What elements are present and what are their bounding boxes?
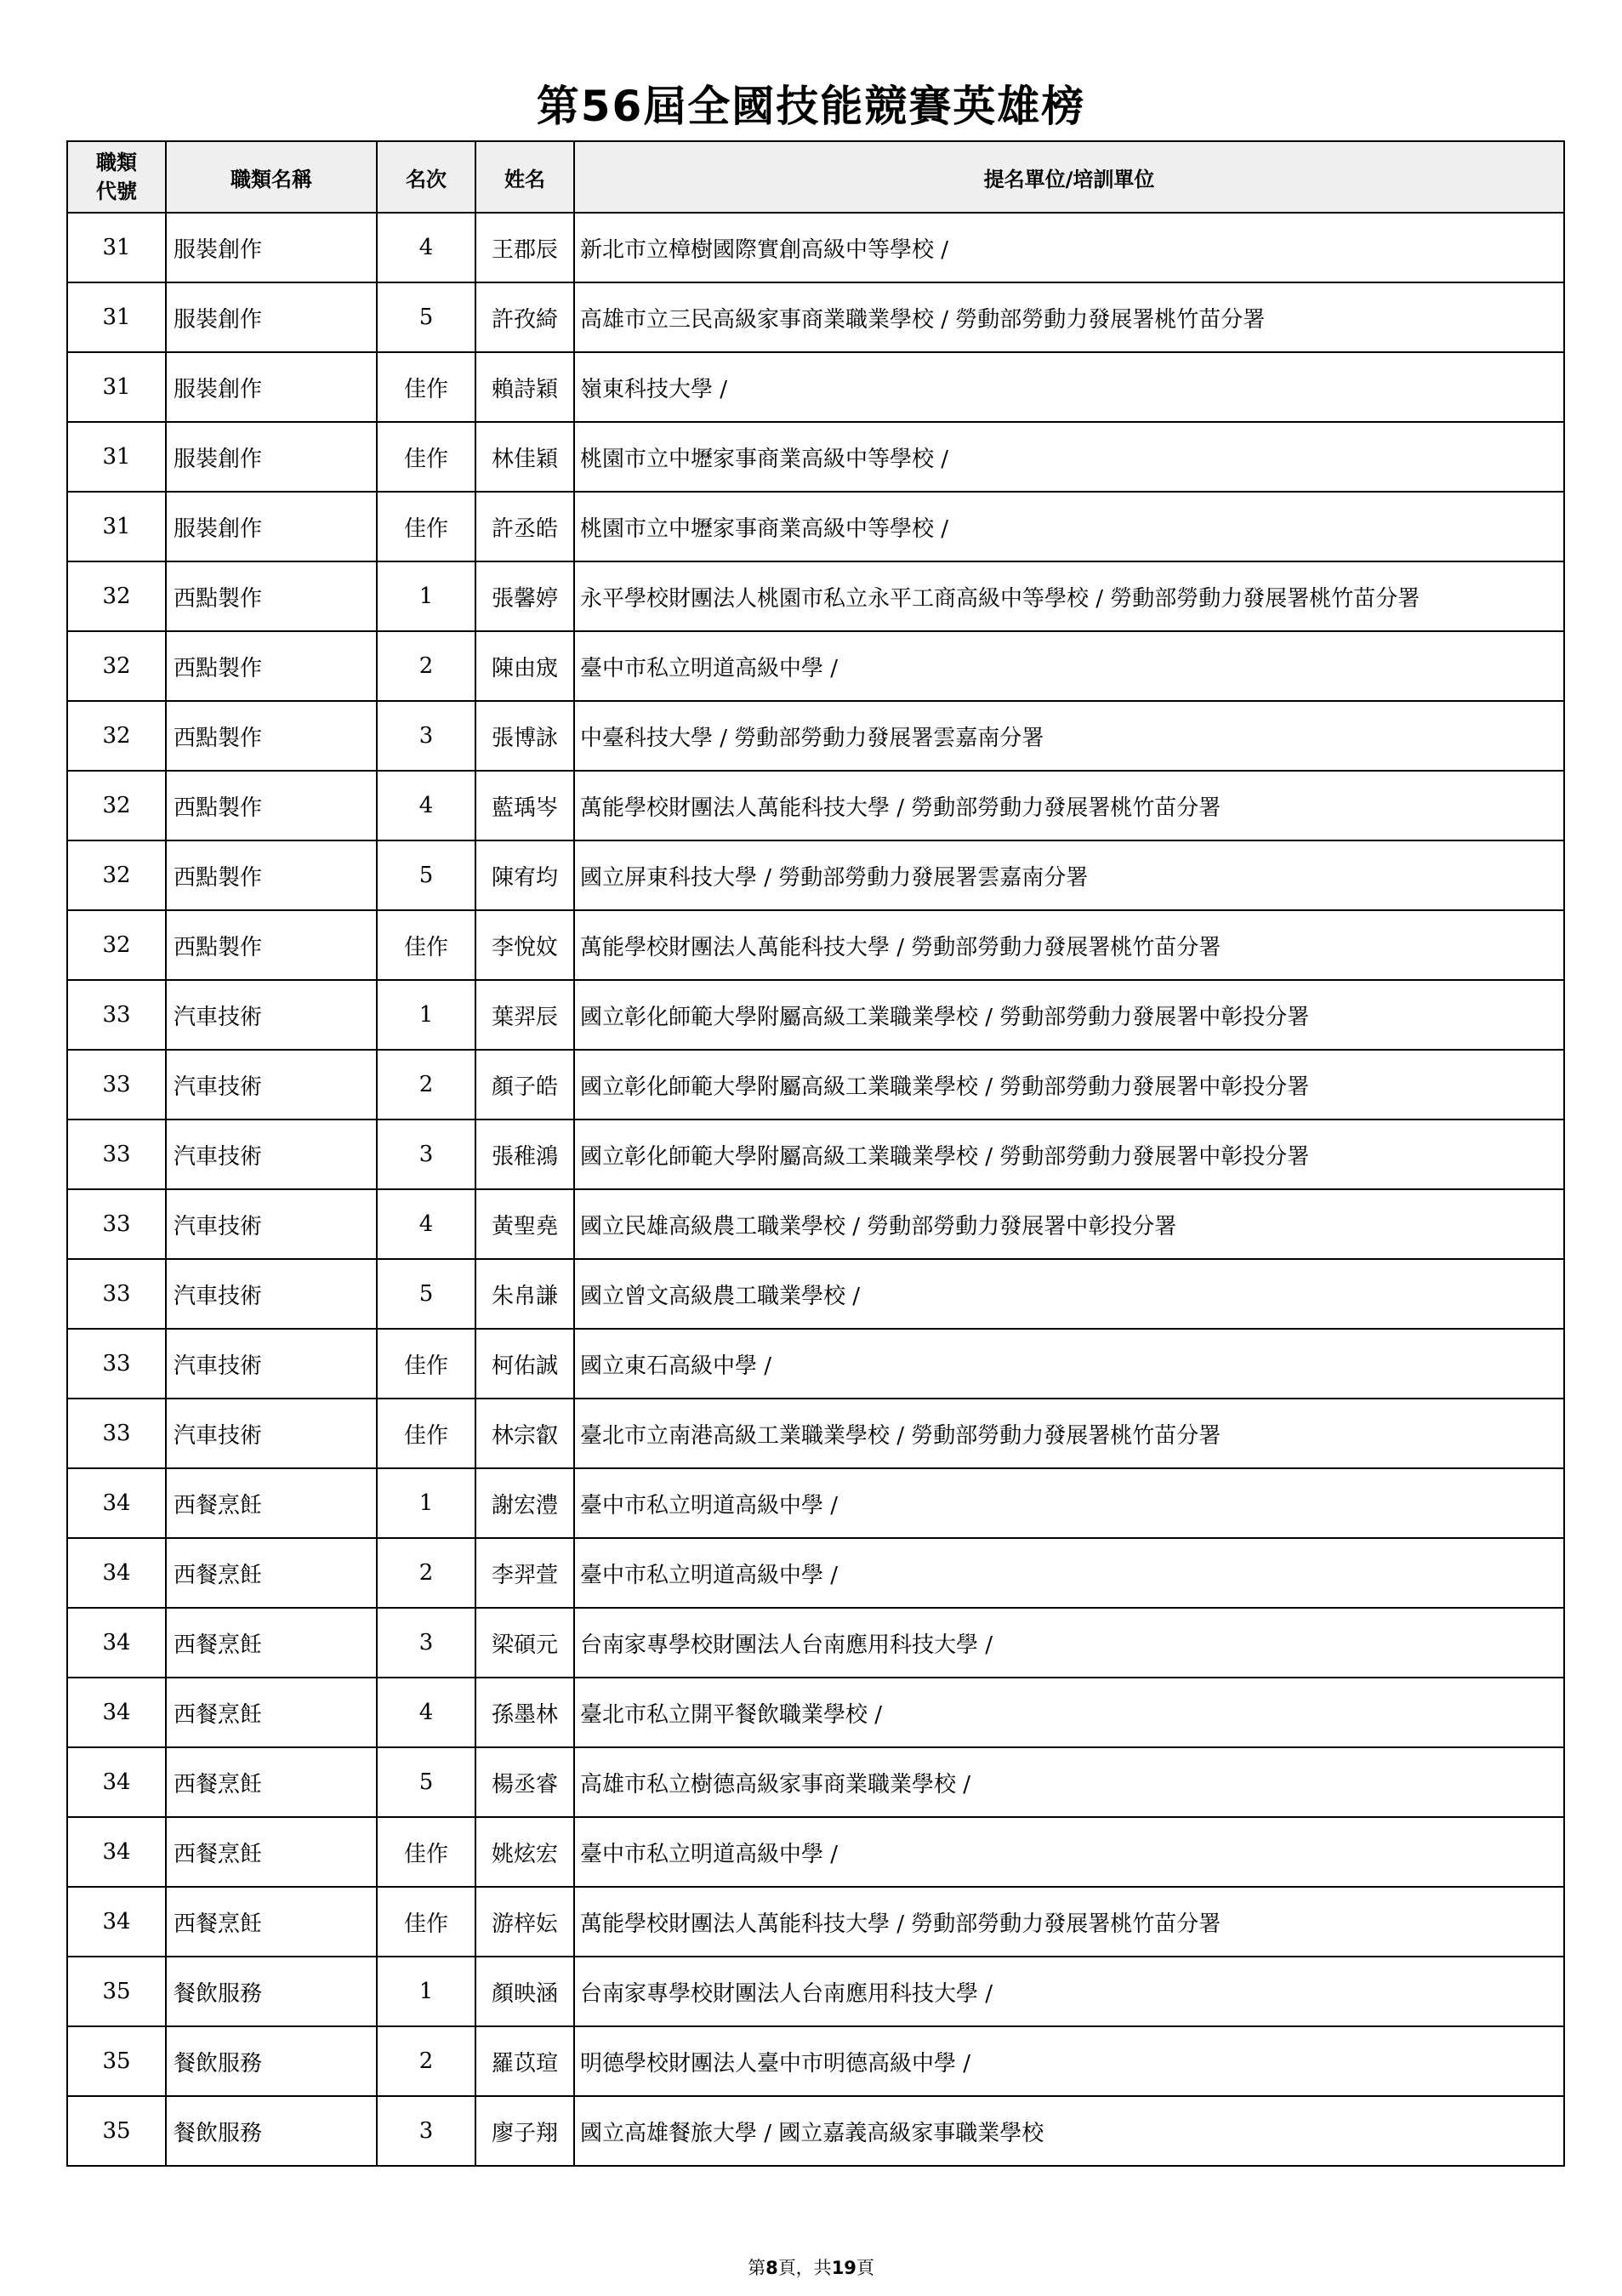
table-row <box>67 2026 1564 2096</box>
cell-name: 賴詩穎 <box>475 352 574 422</box>
table-row <box>67 1399 1564 1468</box>
cell-category: 西餐烹飪 <box>166 1608 377 1678</box>
table-row <box>67 561 1564 631</box>
header-org: 提名單位/培訓單位 <box>574 141 1564 213</box>
cell-rank: 1 <box>377 980 475 1050</box>
header-code <box>67 141 166 213</box>
cell-code: 35 <box>67 2096 166 2166</box>
cell-code: 33 <box>67 1399 166 1468</box>
cell-rank: 4 <box>377 213 475 282</box>
cell-code: 33 <box>67 1259 166 1329</box>
cell-name: 楊丞睿 <box>475 1747 574 1817</box>
cell-category: 服裝創作 <box>166 282 377 352</box>
table-row <box>67 213 1564 282</box>
cell-code: 33 <box>67 1050 166 1120</box>
cell-name: 張博詠 <box>475 701 574 771</box>
cell-org: 中臺科技大學 / 勞動部勞動力發展署雲嘉南分署 <box>574 701 1564 771</box>
cell-org: 國立彰化師範大學附屬高級工業職業學校 / 勞動部勞動力發展署中彰投分署 <box>574 1120 1564 1189</box>
table-row <box>67 282 1564 352</box>
cell-name: 廖子翔 <box>475 2096 574 2166</box>
cell-org: 新北市立樟樹國際實創高級中等學校 / <box>574 213 1564 282</box>
cell-org: 國立屏東科技大學 / 勞動部勞動力發展署雲嘉南分署 <box>574 840 1564 910</box>
cell-category: 西餐烹飪 <box>166 1538 377 1608</box>
cell-name: 顏映涵 <box>475 1957 574 2026</box>
cell-name: 梁碩元 <box>475 1608 574 1678</box>
header-row <box>67 141 1564 213</box>
cell-org: 桃園市立中壢家事商業高級中等學校 / <box>574 422 1564 492</box>
cell-category: 西點製作 <box>166 701 377 771</box>
cell-code: 32 <box>67 561 166 631</box>
cell-rank: 3 <box>377 1608 475 1678</box>
cell-category: 西餐烹飪 <box>166 1887 377 1957</box>
footer-prefix: 第 <box>748 2258 766 2278</box>
cell-category: 汽車技術 <box>166 1399 377 1468</box>
cell-org: 台南家專學校財團法人台南應用科技大學 / <box>574 1608 1564 1678</box>
table-row <box>67 1678 1564 1747</box>
hero-table <box>66 140 1565 2167</box>
cell-code: 34 <box>67 1747 166 1817</box>
cell-code: 33 <box>67 1189 166 1259</box>
cell-org: 國立曾文高級農工職業學校 / <box>574 1259 1564 1329</box>
cell-name: 林宗叡 <box>475 1399 574 1468</box>
table-row <box>67 1608 1564 1678</box>
cell-org: 萬能學校財團法人萬能科技大學 / 勞動部勞動力發展署桃竹苗分署 <box>574 910 1564 980</box>
cell-code: 34 <box>67 1678 166 1747</box>
table-row <box>67 492 1564 561</box>
cell-rank: 5 <box>377 1747 475 1817</box>
cell-rank: 佳作 <box>377 910 475 980</box>
cell-name: 顏子皓 <box>475 1050 574 1120</box>
cell-rank: 佳作 <box>377 1329 475 1399</box>
cell-name: 柯佑誠 <box>475 1329 574 1399</box>
cell-rank: 1 <box>377 1468 475 1538</box>
cell-name: 張馨婷 <box>475 561 574 631</box>
cell-code: 31 <box>67 282 166 352</box>
cell-org: 臺中市私立明道高級中學 / <box>574 1538 1564 1608</box>
cell-name: 林佳穎 <box>475 422 574 492</box>
cell-code: 31 <box>67 422 166 492</box>
cell-rank: 4 <box>377 771 475 840</box>
cell-rank: 3 <box>377 1120 475 1189</box>
cell-code: 32 <box>67 910 166 980</box>
cell-category: 汽車技術 <box>166 1329 377 1399</box>
cell-code: 31 <box>67 352 166 422</box>
cell-org: 國立民雄高級農工職業學校 / 勞動部勞動力發展署中彰投分署 <box>574 1189 1564 1259</box>
cell-name: 謝宏澧 <box>475 1468 574 1538</box>
cell-org: 明德學校財團法人臺中市明德高級中學 / <box>574 2026 1564 2096</box>
cell-code: 31 <box>67 492 166 561</box>
cell-category: 西點製作 <box>166 561 377 631</box>
table-row <box>67 2096 1564 2166</box>
cell-name: 藍瑀岑 <box>475 771 574 840</box>
table-row <box>67 980 1564 1050</box>
cell-name: 王郡辰 <box>475 213 574 282</box>
cell-rank: 2 <box>377 1050 475 1120</box>
cell-rank: 3 <box>377 701 475 771</box>
cell-rank: 4 <box>377 1189 475 1259</box>
cell-rank: 佳作 <box>377 422 475 492</box>
page-footer <box>0 2254 1622 2280</box>
cell-org: 高雄市私立樹德高級家事商業職業學校 / <box>574 1747 1564 1817</box>
cell-rank: 3 <box>377 2096 475 2166</box>
cell-code: 33 <box>67 980 166 1050</box>
cell-category: 西點製作 <box>166 631 377 701</box>
cell-category: 西餐烹飪 <box>166 1678 377 1747</box>
cell-code: 32 <box>67 701 166 771</box>
cell-category: 汽車技術 <box>166 1050 377 1120</box>
cell-rank: 5 <box>377 1259 475 1329</box>
cell-rank: 佳作 <box>377 1399 475 1468</box>
cell-rank: 2 <box>377 2026 475 2096</box>
cell-rank: 4 <box>377 1678 475 1747</box>
cell-name: 李悅妏 <box>475 910 574 980</box>
cell-category: 餐飲服務 <box>166 1957 377 2026</box>
cell-category: 服裝創作 <box>166 422 377 492</box>
cell-org: 永平學校財團法人桃園市私立永平工商高級中等學校 / 勞動部勞動力發展署桃竹苗分署 <box>574 561 1564 631</box>
cell-rank: 2 <box>377 631 475 701</box>
table-row <box>67 771 1564 840</box>
cell-category: 服裝創作 <box>166 352 377 422</box>
cell-name: 姚炫宏 <box>475 1817 574 1887</box>
footer-total-pages: 19 <box>831 2258 857 2278</box>
cell-code: 34 <box>67 1608 166 1678</box>
cell-category: 西餐烹飪 <box>166 1468 377 1538</box>
cell-rank: 佳作 <box>377 1887 475 1957</box>
cell-category: 西點製作 <box>166 910 377 980</box>
cell-code: 34 <box>67 1887 166 1957</box>
cell-category: 餐飲服務 <box>166 2096 377 2166</box>
cell-org: 高雄市立三民高級家事商業職業學校 / 勞動部勞動力發展署桃竹苗分署 <box>574 282 1564 352</box>
table-row <box>67 422 1564 492</box>
cell-category: 服裝創作 <box>166 492 377 561</box>
header-name: 姓名 <box>475 141 574 213</box>
cell-rank: 佳作 <box>377 352 475 422</box>
cell-org: 國立東石高級中學 / <box>574 1329 1564 1399</box>
cell-org: 萬能學校財團法人萬能科技大學 / 勞動部勞動力發展署桃竹苗分署 <box>574 771 1564 840</box>
table-row <box>67 1329 1564 1399</box>
cell-name: 許孜綺 <box>475 282 574 352</box>
cell-category: 西點製作 <box>166 840 377 910</box>
cell-code: 33 <box>67 1329 166 1399</box>
cell-category: 汽車技術 <box>166 980 377 1050</box>
cell-name: 游梓妘 <box>475 1887 574 1957</box>
table-row <box>67 1538 1564 1608</box>
cell-name: 許丞皓 <box>475 492 574 561</box>
footer-suffix: 頁 <box>856 2258 874 2278</box>
cell-rank: 5 <box>377 840 475 910</box>
cell-org: 嶺東科技大學 / <box>574 352 1564 422</box>
cell-name: 陳由宬 <box>475 631 574 701</box>
table-row <box>67 631 1564 701</box>
cell-org: 臺中市私立明道高級中學 / <box>574 631 1564 701</box>
page-title: 第56屆全國技能競賽英雄榜 <box>536 82 1086 131</box>
header-code-line1: 職類 <box>96 151 137 174</box>
cell-rank: 佳作 <box>377 1817 475 1887</box>
cell-rank: 2 <box>377 1538 475 1608</box>
cell-name: 羅苡瑄 <box>475 2026 574 2096</box>
footer-middle: 頁，共 <box>777 2258 832 2278</box>
cell-category: 汽車技術 <box>166 1120 377 1189</box>
cell-code: 32 <box>67 840 166 910</box>
cell-code: 34 <box>67 1468 166 1538</box>
cell-code: 31 <box>67 213 166 282</box>
cell-category: 西餐烹飪 <box>166 1747 377 1817</box>
cell-rank: 佳作 <box>377 492 475 561</box>
cell-code: 35 <box>67 1957 166 2026</box>
table-row <box>67 840 1564 910</box>
cell-org: 國立彰化師範大學附屬高級工業職業學校 / 勞動部勞動力發展署中彰投分署 <box>574 980 1564 1050</box>
cell-code: 34 <box>67 1538 166 1608</box>
table-row <box>67 1120 1564 1189</box>
cell-name: 葉羿辰 <box>475 980 574 1050</box>
cell-category: 西餐烹飪 <box>166 1817 377 1887</box>
table-row <box>67 1887 1564 1957</box>
cell-name: 陳宥均 <box>475 840 574 910</box>
footer-page-number: 8 <box>765 2258 778 2278</box>
cell-category: 餐飲服務 <box>166 2026 377 2096</box>
cell-code: 33 <box>67 1120 166 1189</box>
table-row <box>67 1259 1564 1329</box>
cell-name: 張稚鴻 <box>475 1120 574 1189</box>
cell-org: 臺中市私立明道高級中學 / <box>574 1468 1564 1538</box>
header-rank: 名次 <box>377 141 475 213</box>
table-body <box>67 213 1564 2166</box>
cell-rank: 5 <box>377 282 475 352</box>
table-row <box>67 1050 1564 1120</box>
header-category: 職類名稱 <box>166 141 377 213</box>
cell-name: 朱帛謙 <box>475 1259 574 1329</box>
cell-category: 汽車技術 <box>166 1189 377 1259</box>
cell-org: 臺中市私立明道高級中學 / <box>574 1817 1564 1887</box>
cell-org: 臺北市立南港高級工業職業學校 / 勞動部勞動力發展署桃竹苗分署 <box>574 1399 1564 1468</box>
table-row <box>67 910 1564 980</box>
cell-org: 台南家專學校財團法人台南應用科技大學 / <box>574 1957 1564 2026</box>
cell-code: 34 <box>67 1817 166 1887</box>
cell-category: 西點製作 <box>166 771 377 840</box>
table-row <box>67 1957 1564 2026</box>
cell-code: 32 <box>67 771 166 840</box>
cell-name: 孫墨林 <box>475 1678 574 1747</box>
cell-org: 萬能學校財團法人萬能科技大學 / 勞動部勞動力發展署桃竹苗分署 <box>574 1887 1564 1957</box>
table-row <box>67 701 1564 771</box>
table-row <box>67 1817 1564 1887</box>
cell-name: 黃聖堯 <box>475 1189 574 1259</box>
cell-rank: 1 <box>377 1957 475 2026</box>
cell-code: 32 <box>67 631 166 701</box>
header-code-line2: 代號 <box>96 179 137 203</box>
cell-code: 35 <box>67 2026 166 2096</box>
cell-org: 臺北市私立開平餐飲職業學校 / <box>574 1678 1564 1747</box>
table-row <box>67 1747 1564 1817</box>
table-row <box>67 1468 1564 1538</box>
cell-rank: 1 <box>377 561 475 631</box>
table-row <box>67 1189 1564 1259</box>
cell-category: 服裝創作 <box>166 213 377 282</box>
cell-org: 桃園市立中壢家事商業高級中等學校 / <box>574 492 1564 561</box>
table-row <box>67 352 1564 422</box>
cell-name: 李羿萱 <box>475 1538 574 1608</box>
cell-category: 汽車技術 <box>166 1259 377 1329</box>
cell-org: 國立高雄餐旅大學 / 國立嘉義高級家事職業學校 <box>574 2096 1564 2166</box>
cell-org: 國立彰化師範大學附屬高級工業職業學校 / 勞動部勞動力發展署中彰投分署 <box>574 1050 1564 1120</box>
